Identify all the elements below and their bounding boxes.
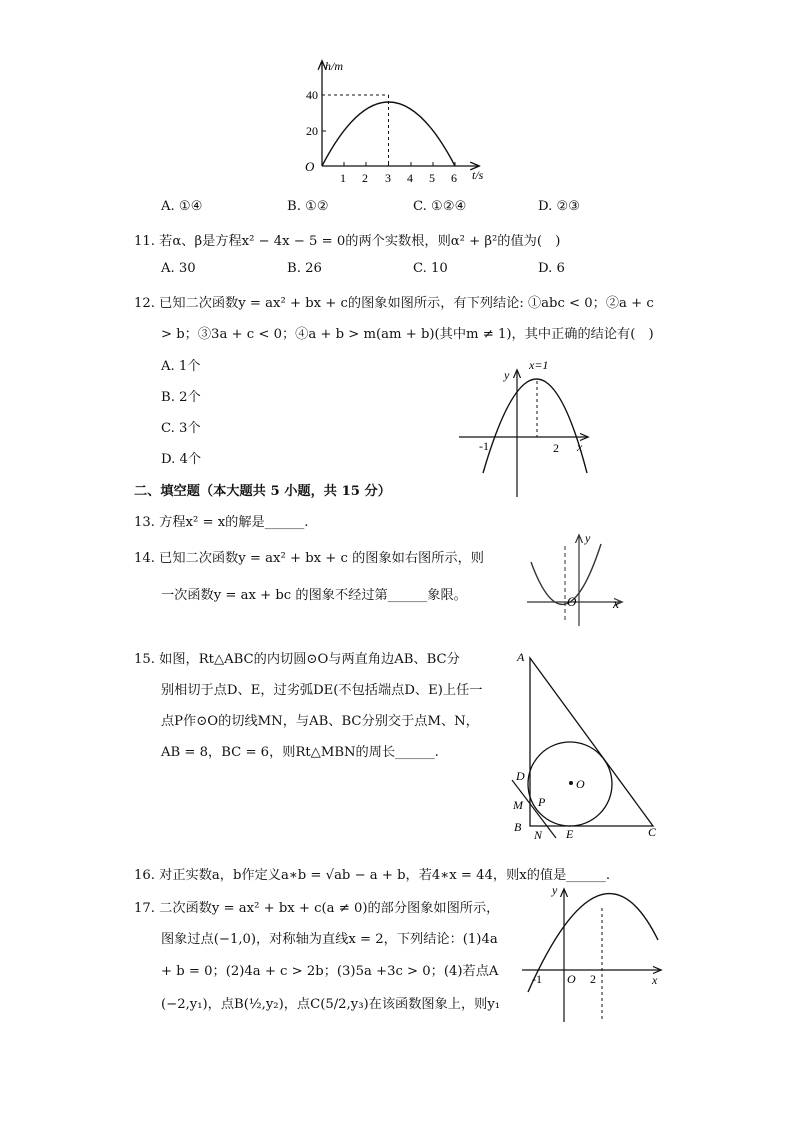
q15-triangle-figure	[508, 648, 668, 843]
origin-label: O	[305, 159, 315, 174]
q12-x-label: x	[577, 440, 583, 454]
q14-stem-line1: 14. 已知二次函数y = ax² + bx + c 的图象如右图所示，则	[134, 551, 484, 566]
q12-y-label: y	[504, 368, 510, 382]
q12-option-b: B. 2个	[161, 390, 201, 405]
q17-stem-line3: + b = 0；(2)4a + c > 2b；(3)5a +3c > 0；(4)若点A	[161, 964, 499, 979]
q14-origin-label: O	[567, 594, 577, 609]
q14-x-label: x	[613, 597, 620, 612]
q17-y-label: y	[552, 883, 558, 897]
point-e-label: E	[566, 827, 574, 841]
vertex-b-label: B	[514, 820, 522, 834]
q17-origin-label: O	[567, 972, 576, 986]
vertex-a-label: A	[517, 650, 525, 664]
q11-stem: 11. 若α、β是方程x² − 4x − 5 = 0的两个实数根，则α² + β²的值为( )	[134, 234, 561, 249]
q11-option-b: B. 26	[287, 261, 322, 276]
q12-tick-neg1: -1	[479, 439, 489, 453]
q11-option-d: D. 6	[538, 261, 565, 276]
center-point-o	[569, 781, 573, 785]
point-n-label: N	[534, 828, 543, 842]
q15-stem-line3: 点P作⊙O的切线MN，与AB、BC分别交于点M、N，	[161, 714, 479, 729]
q12-symmetry-label: x=1	[529, 358, 549, 372]
q12-option-a: A. 1个	[161, 359, 201, 374]
q12-option-c: C. 3个	[161, 421, 201, 436]
ytick-40: 40	[306, 88, 318, 102]
point-d-label: D	[516, 769, 525, 783]
q12-tick-2: 2	[553, 441, 559, 455]
y-axis-label: h/m	[325, 59, 343, 73]
triangle-abc	[530, 658, 653, 826]
height-time-graph	[296, 58, 496, 188]
x-axis-label: t/s	[472, 168, 484, 182]
q11-option-c: C. 10	[413, 261, 448, 276]
q14-parabola-graph	[523, 530, 643, 630]
center-o-label: O	[576, 777, 585, 791]
q12-stem-line2: > b；③3a + c < 0；④a + b > m(am + b)(其中m ≠ 1)，其中正确的结论有( )	[161, 327, 654, 342]
vertex-c-label: C	[648, 825, 657, 839]
q10-option-c: C. ①②④	[413, 199, 467, 214]
q12-option-d: D. 4个	[161, 452, 202, 467]
q17-parabola-graph	[518, 882, 668, 1024]
q17-stem-line4: (−2,y₁)，点B(½,y₂)，点C(5/2,y₃)在该函数图象上，则y₁	[161, 997, 501, 1012]
q14-y-label: y	[585, 531, 591, 545]
q15-stem-line4: AB = 8，BC = 6，则Rt△MBN的周长______.	[161, 745, 439, 760]
xtick-1: 1	[340, 171, 346, 185]
ytick-20: 20	[306, 124, 318, 138]
q12-stem-line1: 12. 已知二次函数y = ax² + bx + c的图象如图所示，有下列结论: ①abc < 0；②a + c	[134, 296, 654, 311]
q14-stem-line2: 一次函数y = ax + bc 的图象不经过第______象限。	[161, 588, 467, 603]
xtick-3: 3	[385, 171, 391, 185]
q13-stem: 13. 方程x² = x的解是______.	[134, 515, 309, 530]
point-p-label: P	[538, 795, 546, 809]
q17-tick-neg1: -1	[532, 972, 542, 986]
q10-option-d: D. ②③	[538, 199, 581, 214]
q17-tick-2: 2	[590, 972, 596, 986]
section-2-heading: 二、填空题（本大题共 5 小题，共 15 分）	[134, 484, 391, 499]
xtick-6: 6	[451, 171, 457, 185]
q17-x-label: x	[652, 973, 658, 987]
q10-option-a: A. ①④	[161, 199, 203, 214]
q14-curve	[531, 544, 601, 604]
q15-stem-line2: 别相切于点D、E，过劣弧DE(不包括端点D、E)上任一	[161, 683, 483, 698]
q12-curve	[483, 379, 587, 473]
xtick-5: 5	[429, 171, 435, 185]
q12-parabola-graph	[455, 355, 595, 500]
q10-option-b: B. ①②	[287, 199, 329, 214]
q15-stem-line1: 15. 如图，Rt△ABC的内切圆⊙O与两直角边AB、BC分	[134, 652, 460, 667]
q17-stem-line2: 图象过点(−1,0)，对称轴为直线x = 2，下列结论：(1)4a	[161, 932, 498, 947]
point-m-label: M	[513, 798, 523, 812]
q17-stem-line1: 17. 二次函数y = ax² + bx + c(a ≠ 0)的部分图象如图所示，	[134, 901, 500, 916]
q16-stem: 16. 对正实数a，b作定义a∗b = √ab − a + b，若4∗x = 44，则x的值是______.	[134, 868, 611, 883]
q11-option-a: A. 30	[161, 261, 196, 276]
xtick-4: 4	[407, 171, 413, 185]
xtick-2: 2	[362, 171, 368, 185]
